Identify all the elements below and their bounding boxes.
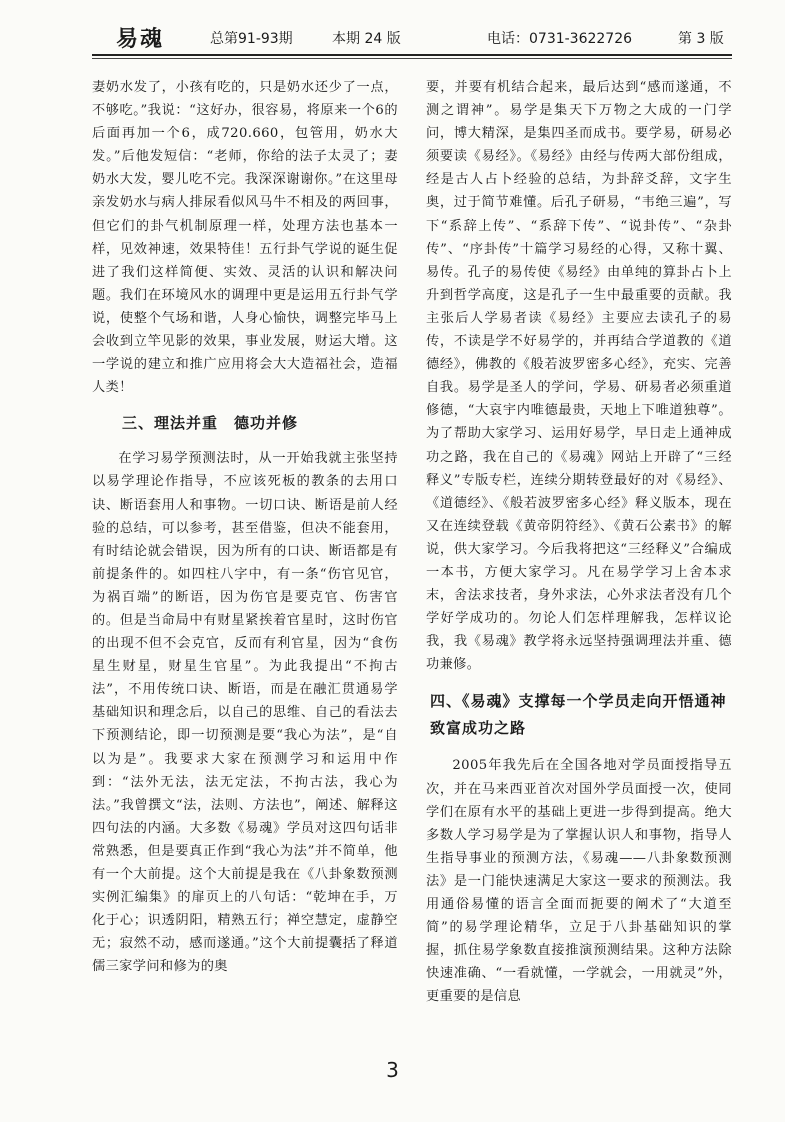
issue-number: 总第91-93期 <box>210 31 293 47</box>
section-heading-4: 四、《易魂》支撑每一个学员走向开悟通神致富成功之路 <box>430 692 727 738</box>
header-rule <box>92 54 732 56</box>
header-rule-thin <box>92 58 732 59</box>
page-header <box>92 20 732 54</box>
right-paragraph-1: 要，并要有机结合起来，最后达到“感而遂通，不测之谓神”。易学是集天下万物之大成的一门学问，博大精深，是集四圣而成书。要学易，研易必须要读《易经》。《易经》由经与传两大部份组成，经是古人占卜经验的总结，为卦辞爻辞，文字生奥，过于简节难懂。后孔子研易，“韦绝三遍”，写下“系辞上传”、“系辞下传”、“说卦传”、“杂卦传”、“序卦传”十篇学习易经的心得，又称十翼、易传。孔子的易传使《易经》由单纯的算卦占卜上升到哲学高度，这是孔子一生中最重要的贡献。我主张后人学易者读《易经》主要应去读孔子的易传，不读是学不好易学的，并再结合学道教的《道德经》，佛教的《般若波罗密多心经》，充实、完善自我。易学是圣人的学问，学易、研易者必须重道修德，“大哀宇内唯德最贵，天地上下唯道独尊”。为了帮助大家学习、运用好易学，早日走上通神成功之路，我在自己的《易魂》网站上开辟了“三经释义”专版专栏，连续分期转登最好的对《易经》、《道德经》、《般若波罗密多心经》释义版本，现在又在连续登载《黄帝阴符经》、《黄石公素书》的解说，供大家学习。今后我将把这“三经释义”合编成一本书，方便大家学习。凡在易学学习上舍本求末，舍法求技者，身外求法，心外求法者没有几个学好学成功的。勿论人们怎样理解我，怎样议论我，我《易魂》教学将永远坚持强调理法并重、德功兼修。 <box>426 80 732 673</box>
masthead-title: 易魂 <box>116 26 165 52</box>
section-heading-3: 三、理法并重 德功并修 <box>122 414 299 433</box>
edition-info: 本期 24 版 <box>332 31 401 47</box>
phone-number: 电话：0731-3622726 <box>487 31 633 47</box>
page-number: 3 <box>386 1058 399 1082</box>
right-paragraph-2: 2005年我先后在全国各地对学员面授指导五次，并在马来西亚首次对国外学员面授一次，使同学们在原有水平的基础上更进一步得到提高。绝大多数人学习易学是为了掌握认识人和事物，指导人生指导事业的预测方法，《易魂——八卦象数预测法》是一门能快速满足大家这一要求的预测法。我用通俗易懂的语言全面而扼要的阐术了“大道至简”的易学理论精华，立足于八卦基础知识的掌握，抓住易学象数直接推演预测结果。这种方法除快速准确、“一看就懂，一学就会，一用就灵”外，更重要的是信息 <box>426 758 732 1005</box>
right-column <box>426 76 732 1008</box>
left-paragraph-2: 在学习易学预测法时，从一开始我就主张坚持以易学理论作指导，不应该死板的教条的去用口诀、断语套用人和事物。一切口诀、断语是前人经验的总结，可以参考，甚至借鉴，但决不能套用，有时结论就会错误，因为所有的口诀、断语都是有前提条件的。如四柱八字中，有一条“伤官见官，为祸百端”的断语，因为伤官是要克官、伤害官的。但是当命局中有财星紧挨着官星时，这时伤官的出现不但不会克官，反而有利官星，因为“食伤星生财星，财星生官星”。为此我提出“不拘古法”，不用传统口诀、断语，而是在融汇贯通易学基础知识和理念后，以自己的思维、自己的看法去下预测结论，即一切预测是要“我心为法”，是“自以为是”。我要求大家在预测学习和运用中作到：“法外无法，法无定法，不拘古法，我心为法。”我曾撰文“法，法则、方法也”，阐述、解释这四句法的内涵。大多数《易魂》学员对这四句话非常熟悉，但是要真正作到“我心为法”并不简单，他有一个大前提。这个大前提是我在《八卦象数预测实例汇编集》的扉页上的八句话：“乾坤在手，万化于心；识透阴阳，精熟五行；禅空慧定，虚静空无；寂然不动，感而遂通。”这个大前提囊括了释道儒三家学问和修为的奥 <box>92 451 398 975</box>
left-paragraph-1: 妻奶水发了，小孩有吃的，只是奶水还少了一点，不够吃。”我说：“这好办，很容易，将原来一个6的后面再加一个6，成720.660，包管用，奶水大发。”后他发短信：“老师，你给的法子太灵了；妻奶水大发，婴儿吃不完。我深深谢谢你。”在这里母亲发奶水与病人排尿看似风马牛不相及的两回事，但它们的卦气机制原理一样，处理方法也基本一样，见效神速，效果特佳！五行卦气学说的诞生促进了我们这样简便、实效、灵活的认识和解决问题。我们在环境风水的调理中更是运用五行卦气学说，使整个气场和谐，人身心愉快，调整完毕马上会收到立竿见影的效果，事业发展，财运大增。这一学说的建立和推广应用将会大大造福社会，造福人类！ <box>92 80 398 396</box>
left-column <box>92 76 398 978</box>
page-label: 第 3 版 <box>678 31 724 47</box>
